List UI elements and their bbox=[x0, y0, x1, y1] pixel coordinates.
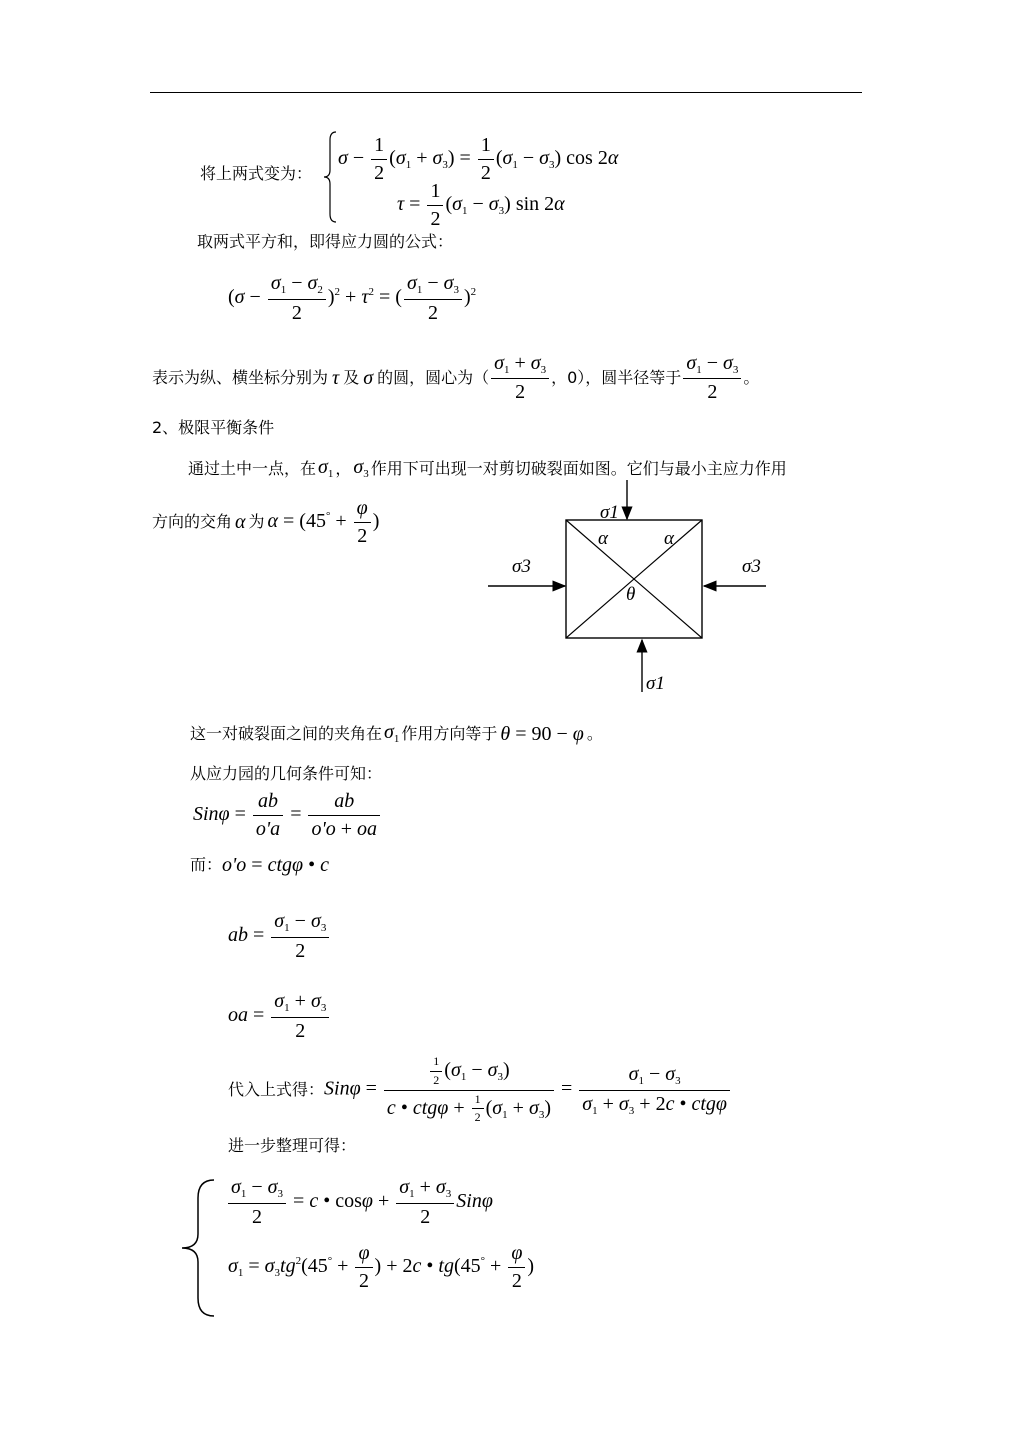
failure-plane-diagram bbox=[480, 476, 780, 696]
coord-prefix: 表示为纵、横坐标分别为 bbox=[152, 368, 329, 387]
between-sentence: 这一对破裂面之间的夹角在 $\sigma_1$ 作用方向等于 θ = 90 − φ 。 bbox=[190, 721, 603, 745]
equation-tau-sin: τ = $\frac{1}{2}$ $(\sigma_1 - \sigma_3)$ sin 2α bbox=[397, 180, 565, 230]
oa-equation: oa = $\frac{\sigma_1 + \sigma_3}{2}$ bbox=[228, 990, 331, 1043]
further-label: 进一步整理可得： bbox=[228, 1136, 357, 1155]
angle-sentence: 方向的交角 α 为 α = (45° + $\frac{\varphi}{2}$ ) bbox=[152, 496, 380, 547]
section-heading: 2、极限平衡条件 bbox=[152, 418, 275, 437]
left-alpha-label: α bbox=[598, 528, 608, 549]
header-rule bbox=[150, 92, 862, 93]
intro-sentence: 通过土中一点，在 $\sigma_1$ ， $\sigma_3$ 作用下可出现一对剪切破裂面如图。它们与最小主应力作用 bbox=[188, 456, 787, 480]
coordinate-sentence: 表示为纵、横坐标分别为 τ 及 σ 的圆，圆心为（ $\frac{\sigma_1 + \sigma_3}{2}$ ，0），圆半径等于 $\frac{\sigma_1 - \sigma_3}{2}$ 。 bbox=[152, 351, 760, 404]
equation-sigma-cos: σ − $\frac{1}{2}$ $(\sigma_1 + \sigma_3)$ = $\frac{1}{2}$ $(\sigma_1 - \sigma_3)$ cos 2α bbox=[338, 134, 619, 184]
final-equation-1: $\frac{\sigma_1 - \sigma_3}{2}$ = c • cosφ + $\frac{\sigma_1 + \sigma_3}{2}$ Sinφ bbox=[226, 1176, 493, 1229]
and-label: 而： bbox=[190, 855, 223, 874]
final-equation-2: $\sigma_1 = \sigma_3tg^2(45^\circ$ + $\frac{\varphi}{2}$ ) + 2c • tg(45° + $\frac{\varphi}{2}$ ) bbox=[228, 1242, 535, 1292]
theta-label: θ bbox=[626, 584, 636, 605]
coord-circle: 的圆，圆心为（ bbox=[377, 368, 490, 387]
substitute-label: 代入上式得： bbox=[228, 1080, 325, 1099]
substitute-sentence: 代入上式得： Sinφ = $\frac{1}{2}$ $(\sigma_1 - \sigma_3)$ c • ctgφ + $\frac{1}{2}$ $(\sigma_1 + \sigma_3)$ = $\frac{\sigma_1 - \sigma_3}{\sigma_1 + \sigma_3 + 2c • ctg\varphi}$ bbox=[228, 1064, 732, 1116]
intro-part-b: 作用下可出现一对剪切破裂面如图。它们与最小主应力作用 bbox=[370, 458, 787, 478]
geometry-label: 从应力园的几何条件可知： bbox=[190, 764, 383, 783]
top-load-label: σ1 bbox=[600, 502, 619, 523]
left-brace-2 bbox=[178, 1176, 218, 1318]
left-load-label: σ3 bbox=[512, 556, 531, 577]
and-sentence: 而： o'o = ctgφ • c bbox=[190, 854, 329, 876]
between-end: 。 bbox=[586, 723, 603, 743]
left-brace-1 bbox=[322, 130, 338, 224]
sin-phi-geometry-equation: Sinφ = $\frac{ab}{o'a}$ = $\frac{ab}{o'o + oa}$ bbox=[193, 790, 382, 841]
between-part-b: 作用方向等于 bbox=[401, 723, 498, 743]
mohr-circle-equation: (σ − $\frac{\sigma_1 - \sigma_2}{2}$ )$^2 + \tau^2$ = ( $\frac{\sigma_1 - \sigma_3}{2}$ )$^2$ bbox=[228, 272, 477, 324]
between-part-a: 这一对破裂面之间的夹角在 bbox=[190, 723, 383, 743]
right-load-label: σ3 bbox=[742, 556, 761, 577]
coord-zero: ，0），圆半径等于 bbox=[551, 368, 682, 387]
ab-equation: ab = $\frac{\sigma_1 - \sigma_3}{2}$ bbox=[228, 910, 331, 963]
bottom-load-label: σ1 bbox=[646, 673, 665, 694]
right-alpha-label: α bbox=[664, 528, 674, 549]
transform-label: 将上两式变为： bbox=[200, 164, 313, 183]
square-sum-label: 取两式平方和，即得应力圆的公式： bbox=[197, 232, 454, 251]
intro-comma: ， bbox=[335, 458, 352, 478]
coord-and: 及 bbox=[343, 368, 360, 387]
angle-prefix: 方向的交角 bbox=[152, 512, 233, 531]
coord-end: 。 bbox=[743, 368, 760, 387]
intro-part-a: 通过土中一点，在 bbox=[188, 458, 317, 478]
angle-mid: 为 bbox=[248, 512, 265, 531]
